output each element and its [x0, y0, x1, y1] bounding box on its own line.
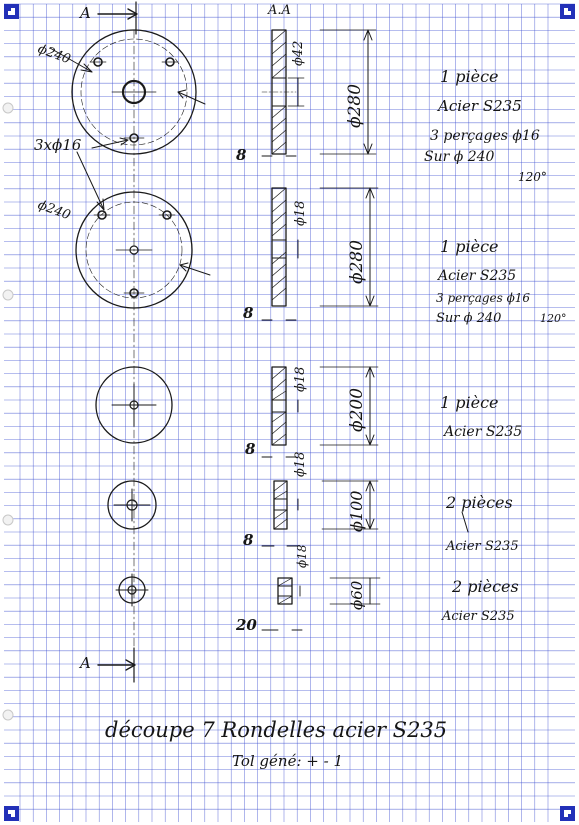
section-title: A.A	[268, 3, 291, 18]
part3-thick-label: 8	[245, 440, 256, 458]
part4-material: Acier S235	[446, 539, 519, 554]
corner-marks	[4, 4, 575, 821]
part1-on-circle: Sur ϕ 240	[424, 149, 495, 165]
part5-notes	[441, 577, 519, 624]
part4-front-view	[108, 481, 156, 529]
part4-hub-label: ϕ18	[293, 451, 308, 477]
binder-holes	[3, 103, 13, 720]
part3-dia-label: ϕ200	[347, 387, 367, 432]
part4-dia-label: ϕ100	[347, 490, 366, 532]
part2-front-view	[36, 192, 210, 308]
part1-thick-label: 8	[236, 146, 247, 164]
part1-holes: 3 perçages ϕ16	[430, 128, 540, 144]
part1-quantity: 1 pièce	[440, 67, 499, 86]
part5-section-view	[235, 544, 380, 634]
part1-dia-label: ϕ280	[345, 83, 365, 128]
part2-hub-label: ϕ18	[293, 200, 308, 226]
part1-angle: 120°	[518, 170, 547, 184]
part1-material: Acier S235	[438, 97, 522, 115]
part1-hub-label: ϕ42	[291, 40, 306, 66]
footer-line-1: découpe 7 Rondelles acier S235	[105, 718, 448, 742]
section-marker-bottom	[78, 648, 135, 682]
part2-dia-label: ϕ280	[347, 239, 367, 284]
part1-pcd-label: ϕ240	[35, 41, 73, 68]
part1-holes-label: 3xϕ16	[34, 136, 82, 154]
part2-on-circle: Sur ϕ 240	[436, 311, 502, 326]
corner-mark-top-right	[560, 4, 575, 19]
part1-section-view	[236, 30, 376, 164]
section-marker-top	[78, 2, 137, 34]
part2-material: Acier S235	[438, 268, 517, 284]
part3-quantity: 1 pièce	[440, 393, 499, 412]
part4-thick-label: 8	[243, 531, 254, 549]
part3-hub-label: ϕ18	[293, 366, 308, 392]
part5-front-view	[116, 574, 148, 606]
part5-hub-label: ϕ18	[295, 544, 309, 568]
part5-quantity: 2 pièces	[452, 577, 519, 596]
part5-thick-label: 20	[236, 616, 257, 634]
part2-pcd-label: ϕ240	[35, 197, 73, 224]
graph-paper-grid	[4, 4, 575, 822]
section-letter-top: A	[80, 4, 91, 22]
part5-material: Acier S235	[442, 609, 515, 624]
part4-quantity: 2 pièces	[446, 493, 513, 512]
footer-line-2: Tol géné: + - 1	[232, 752, 343, 770]
part2-angle: 120°	[540, 312, 567, 325]
part2-thick-label: 8	[243, 304, 254, 322]
part3-material: Acier S235	[444, 424, 523, 440]
corner-mark-bottom-left	[4, 806, 19, 821]
part2-notes	[436, 237, 567, 326]
part2-holes: 3 perçages ϕ16	[436, 291, 531, 305]
corner-mark-bottom-right	[560, 806, 575, 821]
part5-dia-label: ϕ60	[348, 580, 366, 610]
section-letter-bottom: A	[80, 654, 91, 672]
part3-section-view	[245, 367, 378, 458]
corner-mark-top-left	[4, 4, 19, 19]
part2-quantity: 1 pièce	[440, 237, 499, 256]
